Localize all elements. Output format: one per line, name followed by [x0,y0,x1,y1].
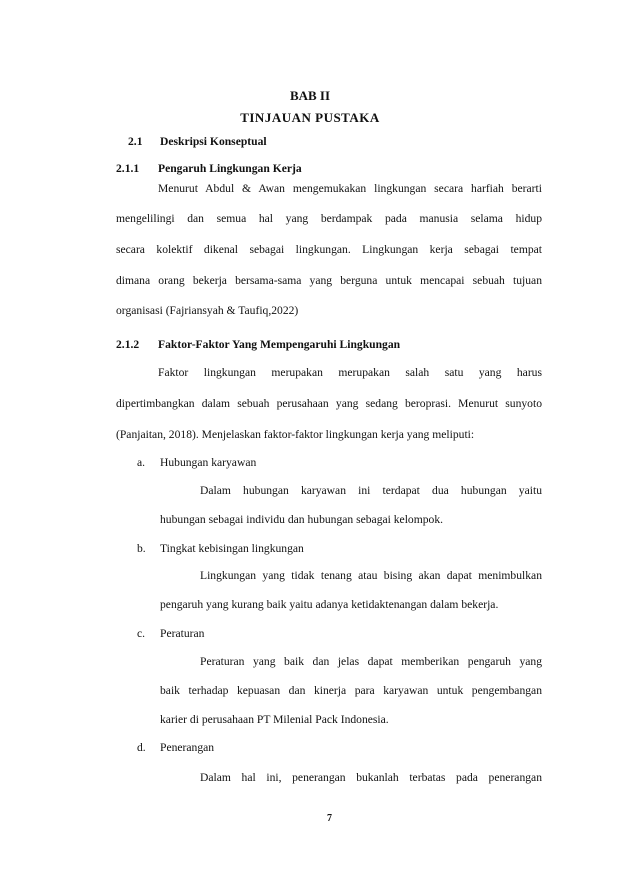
list-item-title: Penerangan [160,741,215,754]
list-item-line: Peraturan yang baik dan jelas dapat memberikan pengaruh yang [200,655,542,668]
section-2-1-2-number: 2.1.2 [116,338,140,351]
section-2-1-number: 2.1 [128,135,143,148]
chapter-title: TINJAUAN PUSTAKA [240,110,380,125]
paragraph-line: Faktor lingkungan merupakan merupakan salah satu yang harus [158,366,542,379]
chapter-number: BAB II [289,88,331,103]
list-item-line: Dalam hubungan karyawan ini terdapat dua hubungan yaitu [200,484,542,497]
section-2-1-1-title: Pengaruh Lingkungan Kerja [158,162,302,175]
list-item-line: pengaruh yang kurang baik yaitu adanya ketidaktenangan dalam bekerja. [160,598,499,611]
list-item-letter: b. [137,542,146,555]
list-item-title: Tingkat kebisingan lingkungan [160,542,304,555]
paragraph-line: Menurut Abdul & Awan mengemukakan lingkungan secara harfiah berarti [158,182,542,195]
list-item-letter: d. [137,741,146,754]
section-2-1-title: Deskripsi Konseptual [160,135,267,148]
list-item-letter: c. [137,627,146,640]
section-2-1-1-number: 2.1.1 [116,162,140,175]
list-item-letter: a. [137,456,146,469]
list-item-title: Peraturan [160,627,205,640]
section-2-1-2-title: Faktor-Faktor Yang Mempengaruhi Lingkungan [158,338,401,351]
paragraph-line: mengelilingi dan semua hal yang berdampak pada manusia selama hidup [116,212,542,225]
page-number: 7 [327,813,332,824]
paragraph-line: dipertimbangkan dalam sebuah perusahaan yang sedang beroprasi. Menurut sunyoto [116,397,542,410]
paragraph-line: (Panjaitan, 2018). Menjelaskan faktor-faktor lingkungan kerja yang meliputi: [116,428,475,441]
list-item-title: Hubungan karyawan [160,456,257,469]
list-item-line: Lingkungan yang tidak tenang atau bising akan dapat menimbulkan [200,569,542,582]
list-item-line: Dalam hal ini, penerangan bukanlah terbatas pada penerangan [200,771,542,784]
paragraph-line: organisasi (Fajriansyah & Taufiq,2022) [116,304,299,317]
paragraph-line: secara kolektif dikenal sebagai lingkungan. Lingkungan kerja sebagai tempat [116,243,542,256]
list-item-line: karier di perusahaan PT Milenial Pack Indonesia. [160,713,389,726]
list-item-line: hubungan sebagai individu dan hubungan sebagai kelompok. [160,513,444,526]
list-item-line: baik terhadap kepuasan dan kinerja para karyawan untuk pengembangan [160,684,542,697]
paragraph-line: dimana orang bekerja bersama-sama yang berguna untuk mencapai sebuah tujuan [116,274,542,287]
